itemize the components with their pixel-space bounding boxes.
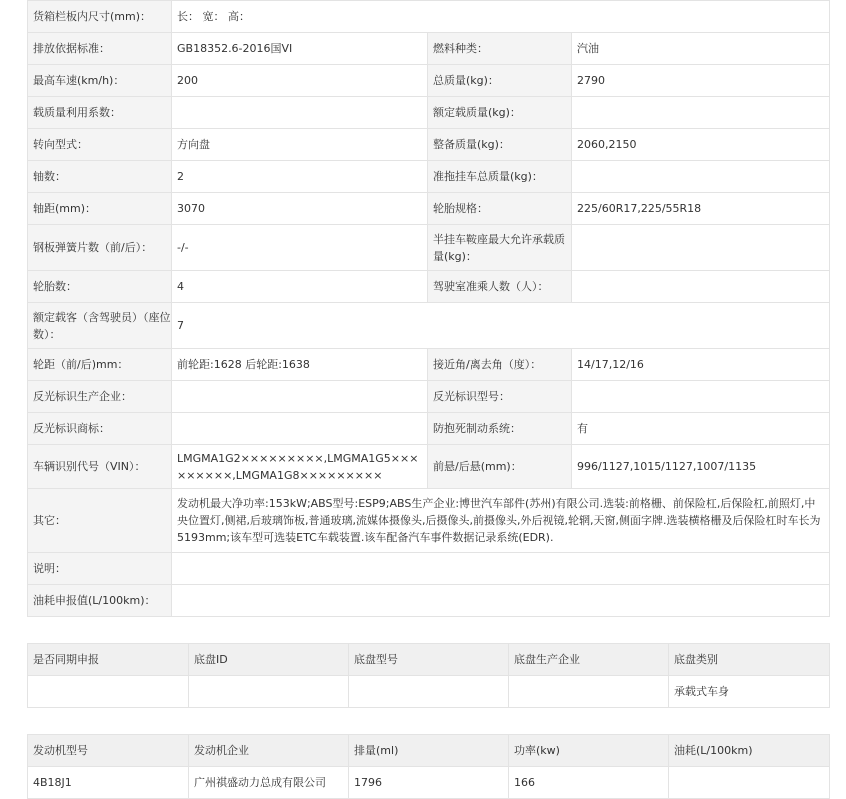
spec-label: 其它： (28, 489, 172, 553)
spec-label: 轴数： (28, 161, 172, 193)
engine-header-cell: 功率(kw) (509, 735, 669, 767)
spec-label: 轮距（前/后)mm： (28, 349, 172, 381)
engine-cell: 4B18J1 (28, 767, 189, 799)
spec-row (28, 489, 830, 553)
chassis-header-row (28, 644, 830, 676)
engine-table (27, 734, 830, 799)
chassis-header-cell: 底盘生产企业 (509, 644, 669, 676)
spec-label: 排放依据标准： (28, 33, 172, 65)
spec-label: 轴距(mm)： (28, 193, 172, 225)
chassis-header-cell: 底盘ID (189, 644, 349, 676)
spec-label: 车辆识别代号（VIN）： (28, 445, 172, 489)
engine-header-cell: 发动机型号 (28, 735, 189, 767)
spec-label: 总质量(kg)： (428, 65, 572, 97)
spec-row (28, 1, 830, 33)
spec-label: 反光标识生产企业： (28, 381, 172, 413)
spec-value (172, 553, 830, 585)
engine-cell: 1796 (349, 767, 509, 799)
chassis-row (28, 676, 830, 708)
spec-value: 225/60R17,225/55R18 (572, 193, 830, 225)
spec-label: 最高车速(km/h)： (28, 65, 172, 97)
spec-value: 996/1127,1015/1127,1007/1135 (572, 445, 830, 489)
chassis-header-cell: 底盘类别 (669, 644, 830, 676)
spec-value: 2 (172, 161, 428, 193)
spec-row (28, 161, 830, 193)
engine-header-cell: 发动机企业 (189, 735, 349, 767)
spec-value (172, 413, 428, 445)
engine-cell: 166 (509, 767, 669, 799)
spec-label: 转向型式： (28, 129, 172, 161)
spec-sheet (27, 0, 829, 799)
spec-value: 4 (172, 271, 428, 303)
spec-row (28, 33, 830, 65)
spec-value: 汽油 (572, 33, 830, 65)
spec-label: 准拖挂车总质量(kg)： (428, 161, 572, 193)
engine-row (28, 767, 830, 799)
chassis-cell (28, 676, 189, 708)
spec-label: 油耗申报值(L/100km)： (28, 585, 172, 617)
spec-label: 额定载客（含驾驶员）（座位数）： (28, 303, 172, 349)
spec-label: 货箱栏板内尺寸(mm)： (28, 1, 172, 33)
spec-row (28, 445, 830, 489)
chassis-cell (189, 676, 349, 708)
spec-row (28, 225, 830, 271)
spec-value (572, 161, 830, 193)
spec-row (28, 193, 830, 225)
spec-label: 钢板弹簧片数（前/后）： (28, 225, 172, 271)
spec-value: GB18352.6-2016国VI (172, 33, 428, 65)
chassis-cell (509, 676, 669, 708)
spec-value: 7 (172, 303, 830, 349)
spec-row (28, 65, 830, 97)
chassis-header-cell: 底盘型号 (349, 644, 509, 676)
spec-row (28, 381, 830, 413)
engine-header-cell: 排量(ml) (349, 735, 509, 767)
chassis-cell: 承载式车身 (669, 676, 830, 708)
spec-value: LMGMA1G2×××××××××,LMGMA1G5×××××××××,LMGMA1G8××××××××× (172, 445, 428, 489)
spec-label: 反光标识商标： (28, 413, 172, 445)
spec-value: 2060,2150 (572, 129, 830, 161)
spec-label: 燃料种类： (428, 33, 572, 65)
chassis-cell (349, 676, 509, 708)
spec-value: 发动机最大净功率:153kW;ABS型号:ESP9;ABS生产企业:博世汽车部件(苏州)有限公司.选装:前格栅、前保险杠,后保险杠,前照灯,中央位置灯,侧裙,后玻璃饰板,普通玻璃,流媒体摄像头,后摄像头,前摄像头,外后视镜,轮辋,天窗,侧面字牌.选装横格栅及后保险杠时车长为5193mm;该车型可选装ETC车载装置.该车配备汽车事件数据记录系统(EDR). (172, 489, 830, 553)
spec-label: 反光标识型号： (428, 381, 572, 413)
engine-cell: 广州祺盛动力总成有限公司 (189, 767, 349, 799)
spec-label: 额定载质量(kg)： (428, 97, 572, 129)
spec-label: 轮胎规格： (428, 193, 572, 225)
engine-header-row (28, 735, 830, 767)
spec-value: 3070 (172, 193, 428, 225)
spec-value: 长： 宽： 高： (172, 1, 830, 33)
spec-value (572, 225, 830, 271)
spec-row (28, 97, 830, 129)
spec-row (28, 349, 830, 381)
spec-row (28, 303, 830, 349)
spec-value (172, 97, 428, 129)
spec-label: 前悬/后悬(mm)： (428, 445, 572, 489)
spec-value (572, 381, 830, 413)
spec-value (572, 271, 830, 303)
spec-value: -/- (172, 225, 428, 271)
spec-label: 整备质量(kg)： (428, 129, 572, 161)
spec-value (172, 585, 830, 617)
spec-label: 驾驶室准乘人数（人）： (428, 271, 572, 303)
spec-row (28, 271, 830, 303)
spec-value: 200 (172, 65, 428, 97)
vehicle-spec-table (27, 0, 830, 617)
spec-label: 接近角/离去角（度）： (428, 349, 572, 381)
spec-value (172, 381, 428, 413)
spec-label: 说明： (28, 553, 172, 585)
spec-label: 载质量利用系数： (28, 97, 172, 129)
spec-value: 2790 (572, 65, 830, 97)
engine-header-cell: 油耗(L/100km) (669, 735, 830, 767)
chassis-header-cell: 是否同期申报 (28, 644, 189, 676)
spec-row (28, 413, 830, 445)
spec-value: 前轮距:1628 后轮距:1638 (172, 349, 428, 381)
engine-cell (669, 767, 830, 799)
spec-label: 轮胎数： (28, 271, 172, 303)
spec-row (28, 553, 830, 585)
spec-row (28, 129, 830, 161)
chassis-table (27, 643, 830, 708)
spec-row (28, 585, 830, 617)
spec-value: 有 (572, 413, 830, 445)
spec-value (572, 97, 830, 129)
spec-label: 防抱死制动系统： (428, 413, 572, 445)
spec-value: 14/17,12/16 (572, 349, 830, 381)
spec-value: 方向盘 (172, 129, 428, 161)
spec-label: 半挂车鞍座最大允许承载质量(kg)： (428, 225, 572, 271)
